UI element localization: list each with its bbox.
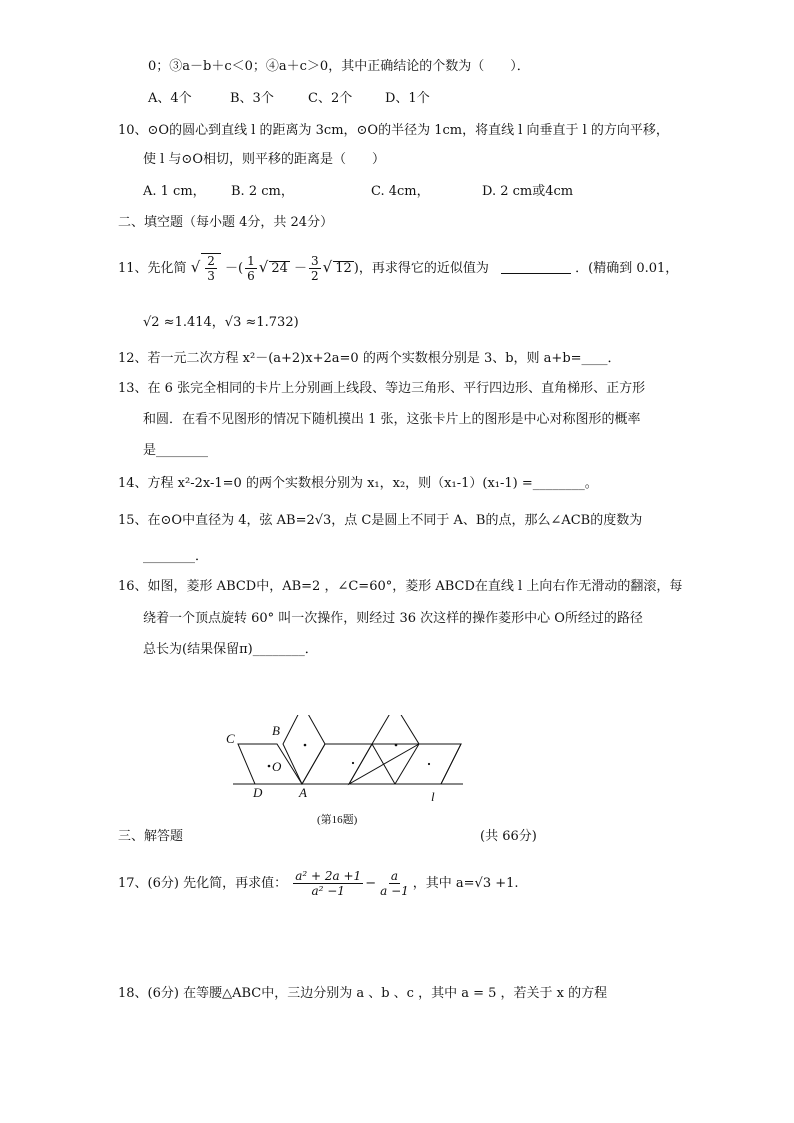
q11-tail: ．(精确到 0.01， <box>575 261 679 276</box>
q10-option-b: B. 2 cm， <box>231 184 294 199</box>
label-d: D <box>253 785 263 800</box>
figure-caption: (第16题) <box>317 814 358 826</box>
q9-option-b: B、3个 <box>230 91 274 106</box>
q10-option-c: C. 4cm， <box>371 184 430 199</box>
q10-line2: 使 l 与⊙O相切，则平移的距离是（ ） <box>143 152 385 167</box>
rhombus-3 <box>302 744 372 784</box>
q11-frac1-num: 2 <box>207 254 215 268</box>
section3-score: (共 66分) <box>480 829 537 844</box>
label-l: l <box>431 789 435 804</box>
q16-line2: 绕着一个顶点旋转 60° 叫一次操作，则经过 36 次这样的操作菱形中心 O所经过的路径 <box>143 611 643 626</box>
q17-prefix: 17、(6分) 先化简，再求值： <box>118 876 288 891</box>
section2-heading: 二、填空题（每小题 4分，共 24分） <box>118 215 334 230</box>
rhombus-4 <box>349 715 419 784</box>
q9-option-d: D、1个 <box>385 91 430 106</box>
label-a: A <box>299 785 307 800</box>
q16-line3: 总长为(结果保留π)________． <box>143 642 318 657</box>
q11-frac3-den: 2 <box>311 269 319 283</box>
q11-prefix: 11、先化简 <box>118 261 187 276</box>
q12-line: 12、若一元二次方程 x²－(a+2)x+2a=0 的两个实数根分别是 3、b，则 a+b=____． <box>118 351 621 366</box>
q17-frac1-den: a² −1 <box>311 884 345 898</box>
q11-suffix: ，再求得它的近似值为 <box>358 261 489 276</box>
q17-frac2-den: a −1 <box>380 884 409 898</box>
center-dot-1 <box>304 744 307 747</box>
q13-line3: 是________ <box>143 443 209 458</box>
q13-line2: 和圆．在看不见图形的情况下随机摸出 1 张，这张卡片上的图形是中心对称图形的概率 <box>143 412 641 427</box>
q10-line1: 10、⊙O的圆心到直线 l 的距离为 3cm，⊙O的半径为 1cm，将直线 l 向垂直于 l 的方向平移， <box>118 123 669 138</box>
q11-frac2-num: 1 <box>247 254 255 268</box>
q11-answer-blank <box>501 273 571 274</box>
q18-line: 18、(6分) 在等腰△ABC中，三边分别为 a 、b 、c ，其中 a = 5 ，若关于 x 的方程 <box>118 986 608 1001</box>
rhombus-rolling-figure <box>225 715 470 830</box>
q10-option-d: D. 2 cm或4cm <box>482 184 574 199</box>
q16-line1: 16、如图，菱形 ABCD中，AB=2 ，∠C=60°，菱形 ABCD在直线 l 上向右作无滑动的翻滚，每 <box>118 579 683 594</box>
q13-line1: 13、在 6 张完全相同的卡片上分别画上线段、等边三角形、平行四边形、直角梯形、正方形 <box>118 381 646 396</box>
q17-suffix: ，其中 a=√3 +1. <box>412 876 519 891</box>
q11-radicand-24: 24 <box>271 261 288 276</box>
q17-frac1-num: a² + 2a +1 <box>295 869 362 883</box>
q9-option-c: C、2个 <box>308 91 353 106</box>
q17-line: 17、(6分) 先化简，再求值： $\frac{\text{a² + 2a +1}}{\text{a² −1}}$ − $\frac{a}{a -1}$ ，其中 a=√3 +1. <box>118 869 519 898</box>
q15-line1: 15、在⊙O中直径为 4，弦 AB=2√3，点 C是圆上不同于 A、B的点，那么∠ACB的度数为 <box>118 513 643 528</box>
q11-frac3-num: 3 <box>311 254 319 268</box>
q11-frac2-den: 6 <box>247 269 255 283</box>
q11-frac1-den: 3 <box>207 269 215 283</box>
q17-frac2-num: a <box>390 869 398 883</box>
q11-line1: 11、先化简 √ $\frac{2}{3}$ －( $\frac{1}{6}$ √ 24 － $\frac{3}{2}$ √ 12 )，再求得它的近似值为 ．(精确到 0.01， <box>118 254 679 283</box>
q14-line: 14、方程 x²-2x-1=0 的两个实数根分别为 x₁，x₂，则（x₁-1）(x₁-1) =________。 <box>118 476 598 491</box>
q9-line: 0；③a－b＋c＜0；④a＋c＞0，其中正确结论的个数为（ ）． <box>148 59 530 74</box>
section3-heading: 三、解答题 <box>118 829 184 844</box>
label-o: O <box>272 759 282 774</box>
q11-radicand-12: 12 <box>335 261 352 276</box>
center-dot-4 <box>428 763 430 765</box>
label-b: B <box>272 723 280 738</box>
center-dot-2 <box>352 762 354 764</box>
q10-option-a: A. 1 cm， <box>143 184 206 199</box>
q15-line2: ________． <box>143 549 209 564</box>
q9-option-a: A、4个 <box>148 91 192 106</box>
center-dot-o <box>268 765 271 768</box>
rhombus-2 <box>283 715 325 784</box>
label-c: C <box>226 731 235 746</box>
rhombus-5 <box>372 744 461 784</box>
center-dot-3 <box>395 744 398 747</box>
q11-line2: √2 ≈1.414，√3 ≈1.732) <box>143 315 299 330</box>
